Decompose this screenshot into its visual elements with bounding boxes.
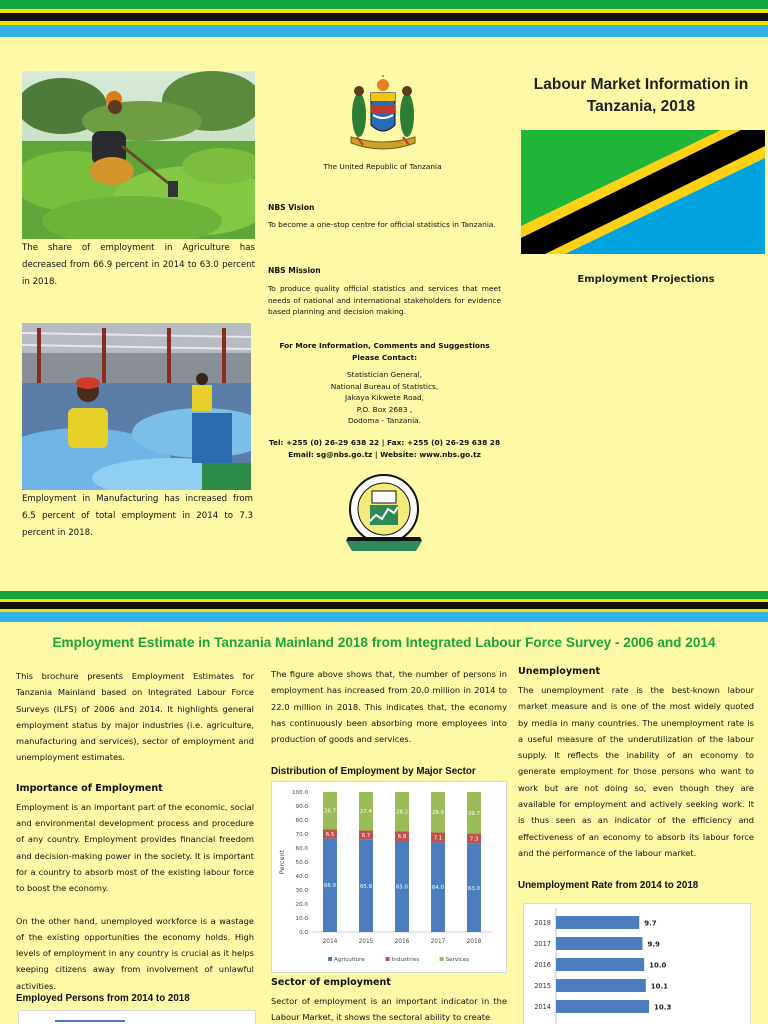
flag-stripe-blue <box>0 25 768 37</box>
data-label: 63.0 <box>467 885 481 892</box>
legend-swatch <box>328 957 332 961</box>
intro-text: This brochure presents Employment Estimates for Tanzania Mainland based on Integrated Labour Force Surveys (ILFS) of 2006 and 2014. It highlights general employment status by major industries (i.e. agriculture, manufacturing and services), sector of employment and unemployment estimates. <box>16 671 254 763</box>
employed-persons-heading: Employed Persons from 2014 to 2018 <box>16 993 190 1004</box>
data-label: 9.7 <box>644 919 657 928</box>
coat-of-arms-logo <box>343 75 423 157</box>
unemployment-bar <box>556 1000 649 1013</box>
data-label: 28.9 <box>431 810 445 817</box>
republic-label: The United Republic of Tanzania <box>323 162 442 171</box>
mission-text: To produce quality official statistics and services that meet needs of national and international stakeholders for evidence based planning and decision making. <box>268 284 501 316</box>
flag-stripe-green <box>0 0 768 9</box>
x-tick-label: 2017 <box>430 939 446 945</box>
unemployment-bar <box>556 937 643 950</box>
unemployment-heading: Unemployment <box>518 666 601 677</box>
x-tick-label: 2014 <box>322 939 338 945</box>
flag-stripe-green <box>0 591 768 599</box>
address-line: Dodoma - Tanzania. <box>347 416 422 425</box>
y-tick-label: 2014 <box>534 1003 551 1011</box>
data-label: 6.5 <box>325 831 335 838</box>
y-tick-label: 2017 <box>534 940 551 948</box>
unemployment-bar <box>556 958 644 971</box>
unemployment-bar <box>556 916 639 929</box>
legend-swatch <box>440 957 444 961</box>
email-website: Email: sg@nbs.go.tz | Website: www.nbs.go.tz <box>288 450 481 459</box>
y-tick-label: 10.0 <box>295 916 308 922</box>
data-label: 27.4 <box>359 809 373 816</box>
agriculture-caption: The share of employment in Agriculture has decreased from 66.9 percent in 2014 to 63.0 percent in 2018. <box>22 243 255 287</box>
y-tick-label: 2015 <box>534 982 551 990</box>
y-tick-label: 30.0 <box>295 888 308 894</box>
column-figure <box>271 666 507 747</box>
data-label: 10.1 <box>650 982 669 991</box>
y-tick-label: 70.0 <box>295 832 308 838</box>
projections-label: Employment Projections <box>577 274 715 285</box>
data-label: 28.2 <box>395 809 409 816</box>
address-line: Jakaya Kikwete Road, <box>344 393 425 402</box>
data-label: 7.3 <box>469 836 479 843</box>
y-tick-label: 2018 <box>534 919 551 927</box>
importance-text: Employment is an important part of the economic, social and environmental development process and procedure of any country. Employment provides financial freedom and decision-making power in the society. It is important for a country to absorb most of the existing labour force to boost the economy. <box>16 801 254 894</box>
address-line: National Bureau of Statistics, <box>330 381 439 391</box>
data-label: 65.0 <box>395 884 409 891</box>
legend-label: Services <box>445 957 470 963</box>
agriculture-photo <box>22 71 255 239</box>
y-tick-label: 100.0 <box>291 790 308 796</box>
unemployment-chart-title: Unemployment Rate from 2014 to 2018 <box>518 880 699 891</box>
flag-stripe-black <box>0 602 768 609</box>
flag-stripe-black <box>0 13 768 21</box>
mission-heading: NBS Mission <box>268 266 321 275</box>
unemployment-bar <box>556 979 646 992</box>
x-tick-label: 2016 <box>394 939 410 945</box>
data-label: 7.1 <box>433 835 443 842</box>
y-tick-label: 60.0 <box>295 846 308 852</box>
sector-chart <box>271 781 507 973</box>
address-line: Statistician General, <box>346 370 423 379</box>
y-tick-label: 90.0 <box>295 804 308 810</box>
manufacturing-photo <box>22 323 251 490</box>
y-tick-label: 80.0 <box>295 818 308 824</box>
y-tick-label: 2016 <box>534 961 551 969</box>
data-label: 6.8 <box>397 834 407 841</box>
employed-persons-chart <box>18 1010 256 1024</box>
legend-label: Agriculture <box>334 957 365 963</box>
unemployed-text: On the other hand, unemployed workforce is a wastage of the existing opportunities the economy holds. High levels of employment in any country is crucial as it helps keeping citizens away from involvement of unlawful activities. <box>16 915 254 991</box>
contact-heading: For More Information, Comments and Suggestions Please Contact: <box>279 341 490 362</box>
data-label: 9.9 <box>647 940 660 949</box>
sector-chart-title: Distribution of Employment by Major Sector <box>271 766 476 777</box>
flag-stripe-blue <box>0 612 768 622</box>
vision-heading: NBS Vision <box>268 203 315 212</box>
x-tick-label: 2015 <box>358 939 374 945</box>
legend-label: Industries <box>391 957 420 963</box>
tanzania-flag <box>521 130 765 254</box>
y-tick-label: 50.0 <box>295 860 308 866</box>
unemployment-text: The unemployment rate is the best-known labour market measure and is one of the most widely quoted by media in many countries. The unemployment rate is a useful measure of the underutilization of the labour supply. It reflects the inability of an economy to generate employment for those persons who want to work but are not doing so, even though they are available for employment and actively seeking work. It is thus seen as an indicator of the efficiency and effectiveness of an economy to absorb its labour force and the performance of the labour market. <box>518 685 754 858</box>
vision-text: To become a one-stop centre for official statistics in Tanzania. <box>268 220 496 229</box>
tel-fax: Tel: +255 (0) 26-29 638 22 | Fax: +255 (0) 26-29 638 28 <box>268 438 501 447</box>
sector-text: Sector of employment is an important indicator in the Labour Market, it shows the sectoral ability to create <box>271 996 507 1023</box>
data-label: 65.9 <box>359 883 373 890</box>
y-tick-label: 40.0 <box>295 874 308 880</box>
address-line: P.O. Box 2683 , <box>356 404 413 414</box>
brochure-title: Labour Market Information in Tanzania, 2018 <box>533 76 749 115</box>
y-tick-label: 20.0 <box>295 902 308 908</box>
data-label: 10.3 <box>654 1003 672 1012</box>
column-intro <box>16 668 254 994</box>
x-tick-label: 2018 <box>466 939 482 945</box>
data-label: 10.0 <box>649 961 667 970</box>
sector-heading: Sector of employment <box>271 977 391 988</box>
data-label: 26.7 <box>323 808 337 815</box>
importance-heading: Importance of Employment <box>16 782 163 794</box>
manufacturing-caption: Employment in Manufacturing has increased from 6.5 percent of total employment in 2014 to 7.3 percent in 2018. <box>22 494 253 538</box>
data-label: 64.0 <box>431 885 445 892</box>
y-tick-label: 0.0 <box>299 930 308 936</box>
y-axis-label: Percent <box>278 849 286 875</box>
legend-swatch <box>386 957 390 961</box>
address-block <box>268 369 501 427</box>
data-label: 29.7 <box>467 810 481 817</box>
data-label: 66.9 <box>323 883 337 890</box>
column-unemployment <box>518 665 754 861</box>
unemployment-chart <box>523 903 751 1024</box>
figure-text: The figure above shows that, the number of persons in employment has increased from 20.0 million in 2014 to 22.0 million in 2018. This indicates that, the economy has continuously been absorbing more employees into production of goods and services. <box>271 669 507 745</box>
nbs-logo <box>344 471 424 553</box>
section-banner-title: Employment Estimate in Tanzania Mainland 2018 from Integrated Labour Force Survey - 2006 and 2014 <box>52 635 716 650</box>
data-label: 6.7 <box>361 833 371 840</box>
